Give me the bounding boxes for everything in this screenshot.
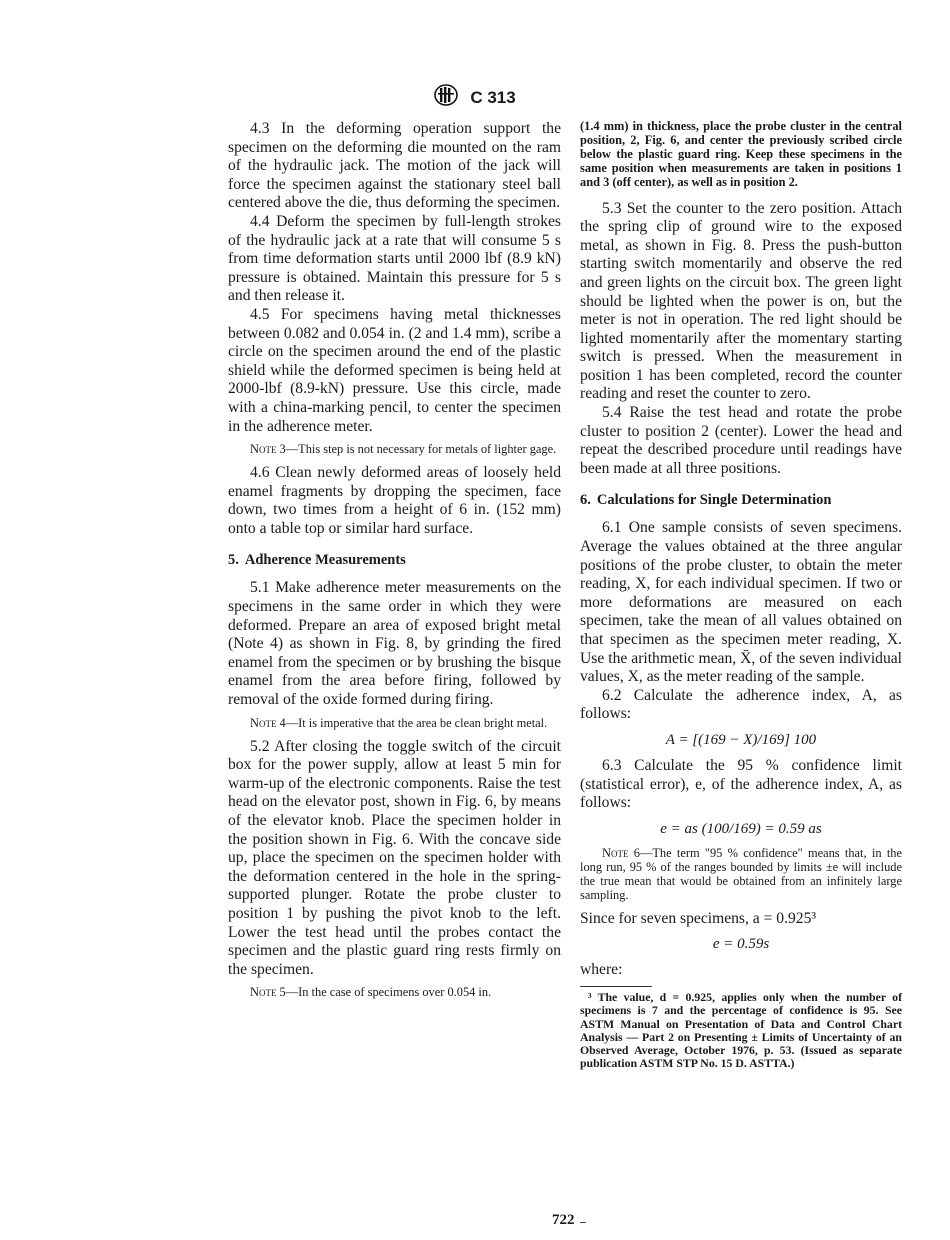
note-4-text: —It is imperative that the area be clean bright metal. (285, 715, 548, 730)
section-6-number: 6. (580, 492, 591, 509)
equation-e-simplified: e = 0.59s (712, 936, 770, 953)
footnote-3: ³ The value, d = 0.925, applies only when the number of specimens is 7 and the percentage of confidence is 95. See ASTM Manual on Presentation of Data and Control Chart Analysis — Part 2 on Presenting ± Limits of Uncertainty of an Observed Average, October 1976, p. 53. (Issued as separate publication ASTM STP No. 15 D. ASTTA.) (580, 989, 902, 1071)
note-5-text: —In the case of specimens over 0.054 in. (285, 985, 492, 1000)
note-6-text: —The term "95 % confidence" means that, in the long run, 95 % of the ranges bounded by limits ±e will include the true mean that would be obtained from an infinitely large sampling. (580, 845, 902, 902)
paragraph-6-1: 6.1 One sample consists of seven specimens. Average the values obtained at the three angular positions of the probe cluster, to obtain the meter reading, X, for each individual specimen. If two or more deformations are measured on each specimen, take the mean of all values obtained on that specimen as the specimen meter reading, X. Use the arithmetic mean, X̄, of the seven individual values, X, as the meter reading of the sample. (580, 519, 902, 686)
note-3-label: Note 3 (250, 442, 286, 457)
paragraph-4-6: 4.6 Clean newly deformed areas of loosely held enamel fragments by dropping the specimen, face down, two times from a height of 6 in. (152 mm) onto a table top or similar hard surface. (228, 464, 561, 537)
page-number-dash (580, 1222, 586, 1223)
left-column (228, 120, 561, 1007)
equation-adherence-index: A = [(169 − X)/169] 100 (665, 731, 817, 748)
paragraph-5-2: 5.2 After closing the toggle switch of the circuit box for the power supply, allow at least 5 min for warm-up of the electronic components. Raise the test head on the elevator post, shown in Fig. 6, by means of the elevator knob. Place the specimen holder in the position shown in Fig. 6. With the concave side up, place the specimen on the specimen holder with the deformation centered in the hole in the spring-supported plunger. Rotate the probe cluster to position 1 by pushing the pivot knob to the left. Lower the test head until the probes contact the specimen and the plastic guard ring rests firmly on the specimen. (228, 737, 561, 978)
note-3 (228, 442, 561, 456)
page-header (0, 84, 950, 111)
where-label: where: (580, 961, 623, 979)
note-6 (580, 846, 902, 902)
note-4-label: Note 4 (250, 715, 286, 730)
footnote-rule (580, 986, 652, 987)
paragraph-5-4: 5.4 Raise the test head and rotate the probe cluster to position 2 (center). Lower the head and repeat the described procedure until readings have been made at all three positions. (580, 404, 902, 477)
paragraph-5-3: 5.3 Set the counter to the zero position. Attach the spring clip of ground wire to the exposed metal, as shown in Fig. 8. Press the push-button starting switch momentarily and observe the red and green lights on the circuit box. The green light should be lighted when the power is on, but the meter is not in operation. The red light should be lighted momentarily after the momentary starting switch is pressed. When the measurement in position 1 has been completed, record the counter reading and reset the counter to zero. (580, 199, 902, 403)
note-5 (228, 985, 561, 999)
since-line: Since for seven specimens, a = 0.925³ (580, 909, 817, 927)
note-5-label: Note 5 (250, 985, 286, 1000)
note-5-continued: (1.4 mm) in thickness, place the probe cluster in the central position, 2, Fig. 6, and center the previously scribed circle below the plastic guard ring. Keep these specimens in the same position when measurements are taken in positions 1 and 3 (off center), as well as in position 2. (580, 119, 902, 189)
section-5-number: 5. (228, 552, 239, 569)
standard-designation: C 313 (470, 87, 516, 107)
paragraph-4-4: 4.4 Deform the specimen by full-length strokes of the hydraulic jack at a rate that will consume 5 s from time deformation starts until 2000 lbf (8.9 kN) pressure is obtained. Maintain this pressure for 5 s and then release it. (228, 212, 561, 305)
right-column (580, 120, 902, 1071)
note-3-text: —This step is not necessary for metals of lighter gage. (285, 442, 557, 457)
paragraph-6-3: 6.3 Calculate the 95 % confidence limit (statistical error), e, of the adherence index, A, as follows: (580, 756, 902, 812)
equation-confidence-limit: e = as (100/169) = 0.59 as (660, 820, 822, 837)
page-number: 722 (552, 1212, 575, 1228)
paragraph-4-3: 4.3 In the deforming operation support the specimen on the deforming die mounted on the ram of the hydraulic jack. The motion of the jack will force the specimen against the stationary steel ball centered above the die, thus deforming the specimen. (228, 120, 561, 212)
section-6-heading (580, 492, 902, 509)
paragraph-6-2: 6.2 Calculate the adherence index, A, as follows: (580, 686, 902, 723)
section-5-title: Adherence Measurements (244, 552, 406, 569)
astm-logo-icon (434, 84, 458, 111)
paragraph-4-5: 4.5 For specimens having metal thicknesses between 0.082 and 0.054 in. (2 and 1.4 mm), scribe a circle on the specimen around the end of the plastic shield while the deformed specimen is being held at 2000-lbf (8.9-kN) pressure. Use this circle, made with a china-marking pencil, to center the specimen in the adherence meter. (228, 305, 561, 435)
section-5-heading (228, 552, 561, 569)
paragraph-5-1: 5.1 Make adherence meter measurements on the specimens in the same order in which they were deformed. Prepare an area of exposed bright metal (Note 4) as shown in Fig. 8, by grinding the fired enamel from the specimen or by brushing the bisque enamel from the area before firing, followed by removal of the oxide formed during firing. (228, 579, 561, 709)
note-6-label: Note 6 (602, 845, 640, 860)
section-6-title: Calculations for Single Determination (596, 492, 832, 509)
note-4 (228, 716, 561, 730)
